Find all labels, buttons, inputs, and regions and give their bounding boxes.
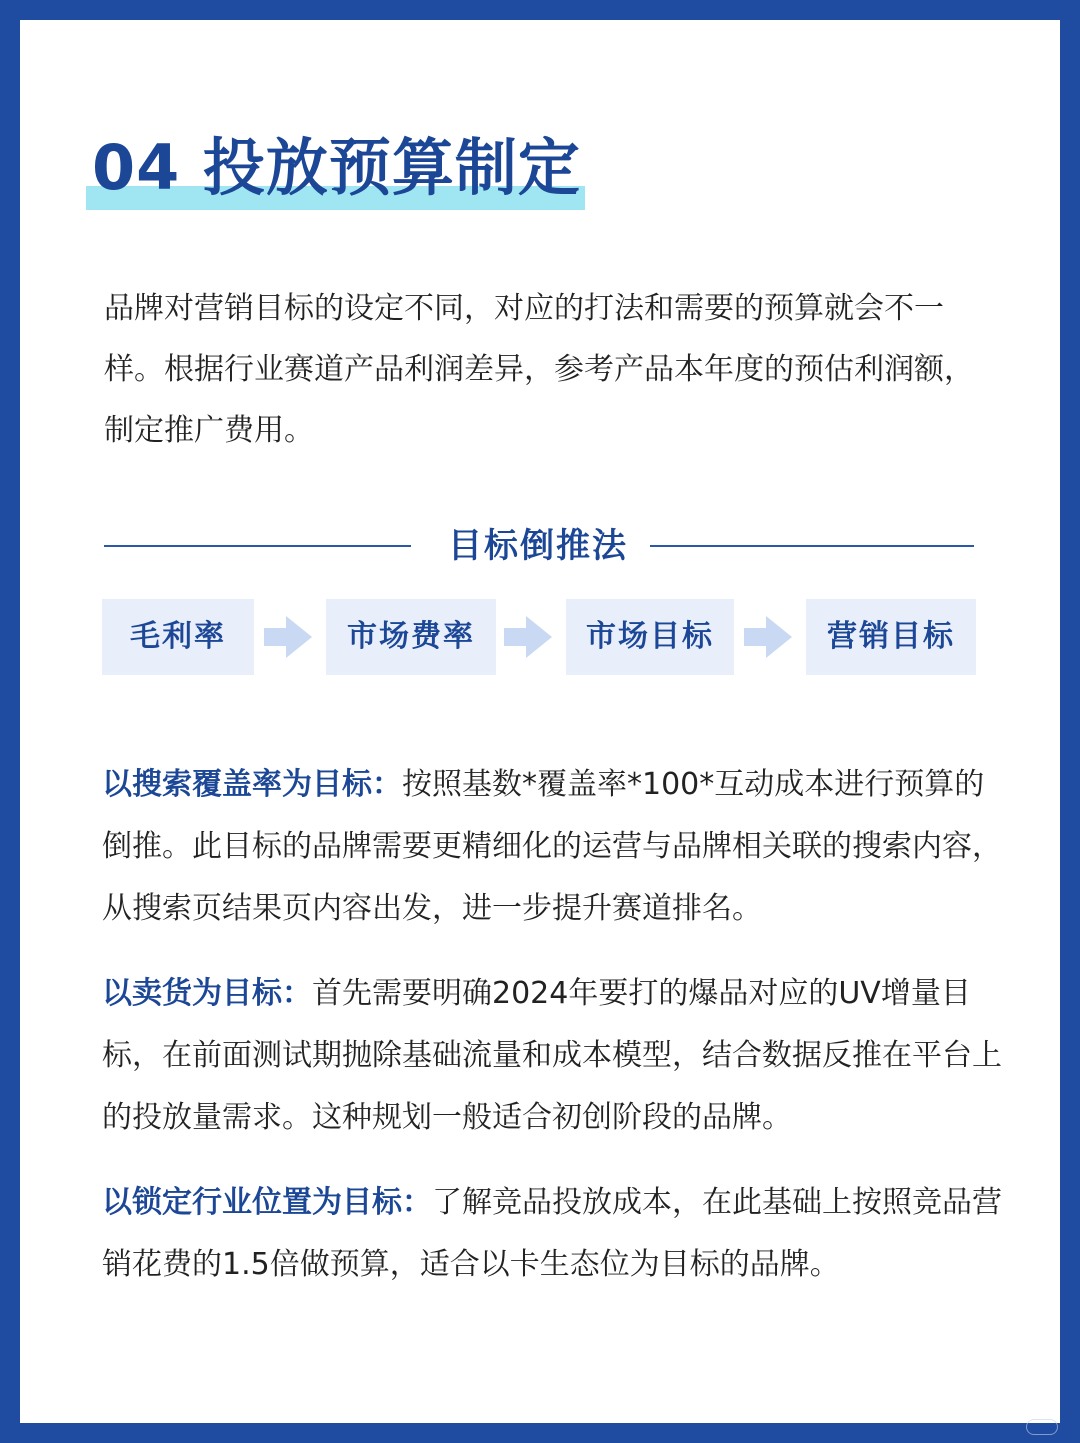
section-industry-position [102, 1172, 1002, 1296]
method-header [104, 518, 974, 574]
section-body: 了解竞品投放成本，在此基础上按照竞品营销花费的1.5倍做预算，适合以卡生态位为目标的品牌。 [102, 1185, 1002, 1282]
right-arrow-icon [262, 614, 314, 660]
right-arrow-icon [742, 614, 794, 660]
section-lead: 以搜索覆盖率为目标： [102, 767, 402, 802]
section-body: 首先需要明确2024年要打的爆品对应的UV增量目标，在前面测试期抛除基础流量和成本模型，结合数据反推在平台上的投放量需求。这种规划一般适合初创阶段的品牌。 [102, 976, 1002, 1135]
section-lead: 以锁定行业位置为目标： [102, 1185, 432, 1220]
page-title: 04 投放预算制定 [92, 131, 581, 204]
flow-step-gross-margin: 毛利率 [102, 599, 254, 675]
title-block [86, 128, 581, 220]
flow-step-market-target: 市场目标 [566, 599, 734, 675]
divider-right [650, 545, 974, 547]
section-body: 按照基数*覆盖率*100*互动成本进行预算的倒推。此目标的品牌需要更精细化的运营与品牌相关联的搜索内容，从搜索页结果页内容出发，进一步提升赛道排名。 [102, 767, 1002, 926]
flow-step-marketing-target: 营销目标 [806, 599, 976, 675]
section-search-coverage [102, 754, 1002, 940]
section-sales [102, 963, 1002, 1149]
method-title: 目标倒推法 [448, 526, 628, 566]
section-lead: 以卖货为目标： [102, 976, 312, 1011]
divider-left [104, 545, 411, 547]
corner-mark [1026, 1419, 1058, 1435]
right-arrow-icon [502, 614, 554, 660]
intro-paragraph: 品牌对营销目标的设定不同，对应的打法和需要的预算就会不一样。根据行业赛道产品利润差异，参考产品本年度的预估利润额，制定推广费用。 [104, 291, 974, 448]
flow-step-market-rate: 市场费率 [326, 599, 496, 675]
